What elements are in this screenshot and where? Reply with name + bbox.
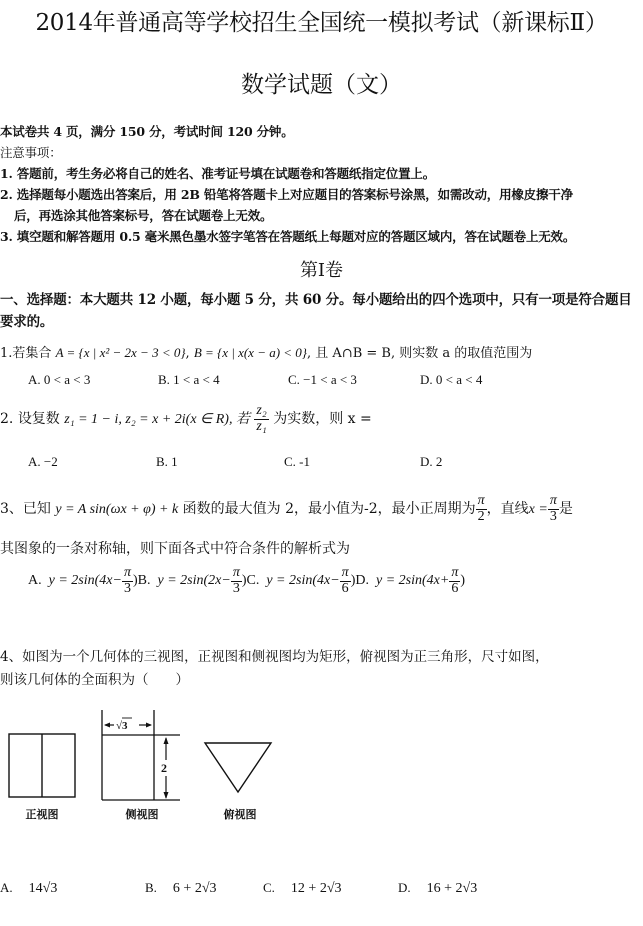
note-2-cont: 后，再选涂其他答案标号，答在试题卷上无效。: [14, 208, 273, 223]
note-1: 1. 答题前，考生务必将自己的姓名、准考证号填在试题卷和答题纸指定位置上。: [0, 166, 436, 181]
q3-option-d[interactable]: D. y = 2sin(4x+ $\frac{\pi}{6}$ ): [355, 565, 465, 596]
q1-option-a[interactable]: A. 0 < a < 3: [28, 372, 91, 387]
svg-text:√3: √3: [116, 720, 128, 732]
q3-option-b[interactable]: B. y = 2sin(2x− $\frac{\pi}{3}$ ): [137, 565, 247, 596]
q3-text-a: 已知: [22, 501, 51, 518]
q2-suffix: 为实数，则 x =: [273, 411, 372, 428]
q4-number: 4、: [0, 649, 23, 665]
q3-options: [28, 566, 465, 596]
section-heading-line1: 一、选择题：本大题共 12 小题，每小题 5 分，共 60 分。每小题给出的四个选项中，只有一项是符合题目: [0, 292, 632, 308]
q2-option-c[interactable]: C. -1: [284, 454, 310, 469]
front-view-label: 正视图: [25, 808, 59, 821]
q2-fraction: $\frac{\text{z₂}}{\text{z₁}}$: [256, 403, 267, 434]
note-2: 2. 选择题每小题选出答案后，用 2B 铅笔将答题卡上对应题目的答案标号涂黑，如需改动，用橡皮擦干净: [0, 187, 573, 202]
top-view-label: 俯视图: [223, 808, 257, 821]
question-2: [0, 404, 372, 434]
q2-number: 2.: [0, 411, 14, 428]
top-view-figure: [203, 740, 275, 796]
q2-option-d[interactable]: D. 2: [420, 454, 443, 469]
q1-number: 1.: [0, 346, 13, 361]
question-3-line2: 其图象的一条对称轴，则下面各式中符合条件的解析式为: [0, 541, 350, 557]
q1-option-c[interactable]: C. −1 < a < 3: [288, 372, 357, 387]
exam-subtitle: 数学试题（文）: [241, 72, 402, 98]
note-3: 3. 填空题和解答题用 0.5 毫米黑色墨水签字笔答在答题纸上每题对应的答题区域内，答在试题卷上无效。: [0, 229, 576, 244]
q3-period-fraction: $\frac{\pi}{2}$: [477, 493, 485, 524]
question-4-line2: 则该几何体的全面积为（ ）: [0, 672, 189, 688]
q2-expr: z₁ = 1 − i, z₂ = x + 2i(x ∈ R), 若: [64, 412, 250, 428]
q3-option-a[interactable]: A. y = 2sin(4x− $\frac{\pi}{3}$ ): [28, 565, 138, 596]
q2-prefix: 设复数: [17, 411, 60, 428]
q2-option-b[interactable]: B. 1: [156, 454, 178, 469]
question-1: 1.若集合 A = {x | x² − 2x − 3 < 0}, B = {x | x(x − a) < 0}, 且 A∩B = B, 则实数 a 的取值范围为: [0, 345, 533, 361]
question-3-line1: [0, 494, 573, 524]
q2-option-a[interactable]: A. −2: [28, 454, 58, 469]
q3-axis-fraction: $\frac{\pi}{3}$: [549, 493, 557, 524]
q4-option-a[interactable]: A. 14√3: [0, 880, 58, 896]
notice-heading: 注意事项：: [0, 145, 62, 160]
q3-number: 3、: [0, 501, 23, 518]
exam-summary: 本试卷共 4 页，满分 150 分，考试时间 120 分钟。: [0, 124, 294, 139]
section-heading-line2: 要求的。: [0, 314, 54, 330]
q4-option-d[interactable]: D. 16 + 2√3: [398, 880, 478, 896]
q1-set-b: B = {x | x(x − a) < 0}: [193, 345, 308, 360]
q3-option-c[interactable]: C. y = 2sin(4x− $\frac{\pi}{6}$ ): [246, 565, 356, 596]
volume-heading: 第Ⅰ卷: [299, 260, 344, 281]
q1-option-b[interactable]: B. 1 < a < 4: [158, 372, 220, 387]
exam-title: 2014年普通高等学校招生全国统一模拟考试（新课标Ⅱ）: [35, 10, 608, 36]
q1-suffix: 则实数 a 的取值范围为: [399, 346, 533, 361]
q4-option-c[interactable]: C. 12 + 2√3: [263, 880, 342, 896]
q3-function: y = A sin(ωx + φ) + k: [55, 502, 179, 518]
q3-text-d: 是: [558, 501, 573, 518]
side-view-figure: [96, 708, 186, 803]
q1-prefix: 若集合: [12, 346, 52, 361]
q1-set-a: A = {x | x² − 2x − 3 < 0}: [55, 345, 186, 360]
q1-condition: 且 A∩B = B: [315, 346, 391, 361]
q4-option-b[interactable]: B. 6 + 2√3: [145, 880, 217, 896]
q3-axis-x: x =: [528, 502, 548, 518]
side-view-label: 侧视图: [125, 808, 159, 821]
question-4-line1: [0, 645, 549, 665]
q1-option-d[interactable]: D. 0 < a < 4: [420, 372, 483, 387]
front-view-figure: [8, 733, 80, 800]
svg-text:2: 2: [161, 761, 167, 775]
q4-text: 如图为一个几何体的三视图，正视图和侧视图均为矩形，俯视图为正三角形，尺寸如图，: [22, 649, 549, 665]
q3-text-b: 函数的最大值为 2，最小值为-2，最小正周期为: [182, 501, 476, 518]
q3-text-c: ，直线: [486, 501, 529, 518]
